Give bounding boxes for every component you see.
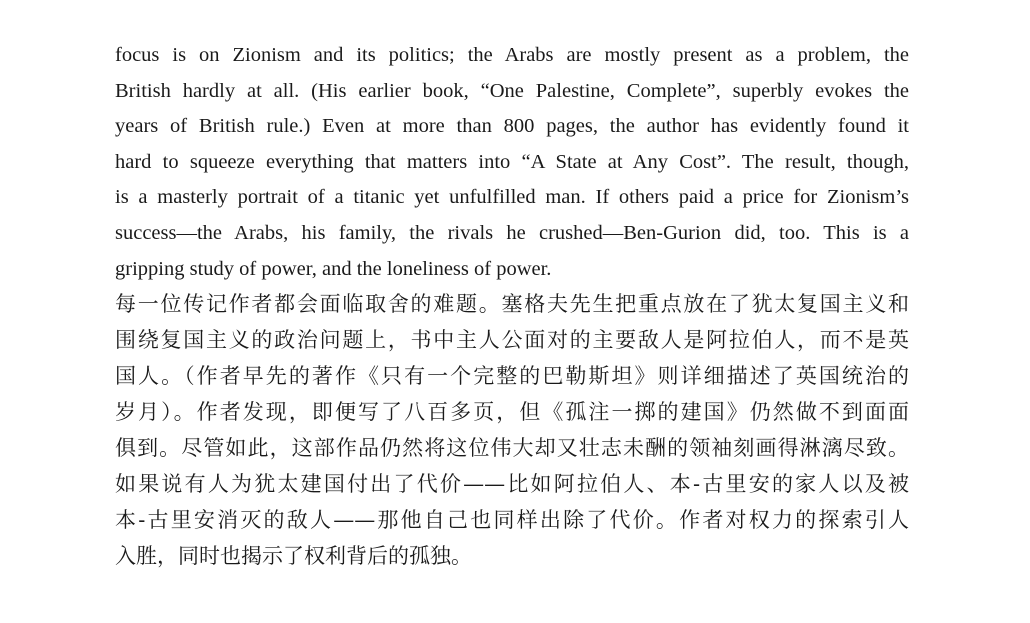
chinese-line-6: 如果说有人为犹太建国付出了代价——比如阿拉伯人、本-古里安的家人以及被	[115, 472, 909, 497]
chinese-line-2: 围绕复国主义的政治问题上，书中主人公面对的主要敌人是阿拉伯人，而不是英	[115, 328, 909, 353]
english-line-2: British hardly at all. (His earlier book, “One Palestine, Complete”, superbly evokes the	[115, 79, 909, 102]
english-line-4: hard to squeeze everything that matters into “A State at Any Cost”. The result, though,	[115, 150, 909, 173]
article-text	[115, 38, 915, 574]
chinese-line-4: 岁月）。作者发现，即便写了八百多页，但《孤注一掷的建国》仍然做不到面面	[115, 400, 909, 425]
chinese-line-3: 国人。（作者早先的著作《只有一个完整的巴勒斯坦》则详细描述了英国统治的	[115, 364, 909, 389]
chinese-line-5: 俱到。尽管如此，这部作品仍然将这位伟大却又壮志未酬的领袖刻画得淋漓尽致。	[115, 436, 909, 461]
english-line-3: years of British rule.) Even at more than 800 pages, the author has evidently found it	[115, 115, 909, 138]
english-line-6: success—the Arabs, his family, the rivals he crushed—Ben-Gurion did, too. This is a	[115, 221, 909, 244]
chinese-line-8: 入胜，同时也揭示了权利背后的孤独。	[115, 544, 472, 569]
english-line-5: is a masterly portrait of a titanic yet unfulfilled man. If others paid a price for Zionism’s	[115, 186, 909, 209]
chinese-line-7: 本-古里安消灭的敌人——那他自己也同样出除了代价。作者对权力的探索引人	[115, 508, 909, 533]
chinese-paragraph	[115, 286, 915, 574]
english-line-7: gripping study of power, and the loneliness of power.	[115, 257, 552, 280]
english-paragraph	[115, 38, 915, 287]
english-line-1: focus is on Zionism and its politics; the Arabs are mostly present as a problem, the	[115, 44, 909, 66]
chinese-line-1: 每一位传记作者都会面临取舍的难题。塞格夫先生把重点放在了犹太复国主义和	[115, 292, 909, 317]
